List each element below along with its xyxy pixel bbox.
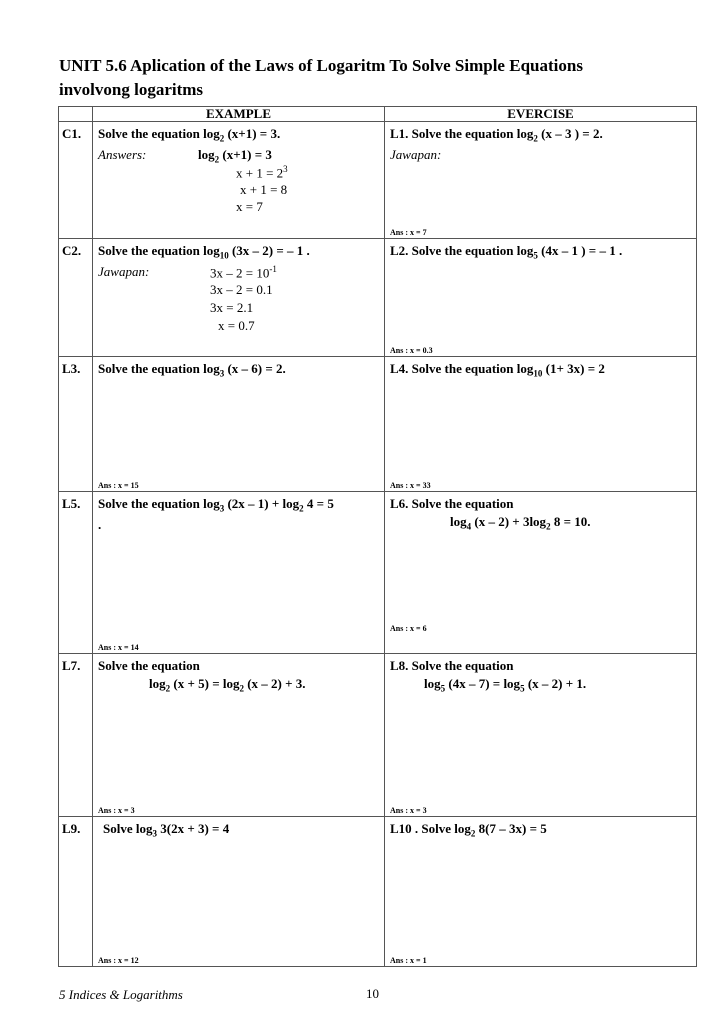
- row-l7: [59, 654, 697, 817]
- exercise-l4: [385, 357, 697, 492]
- step: x + 1 = 8: [240, 181, 288, 197]
- row-label: C2.: [59, 239, 93, 357]
- answer: Ans : x = 12: [98, 956, 139, 965]
- answer: Ans : x = 3: [98, 806, 135, 815]
- step: $\log_2 (x+1) = 3$: [198, 146, 272, 165]
- equation: $\log_5 (4x - 7) = \log_5 (x - 2) + 1$.: [424, 676, 587, 694]
- question: Solve the equation $\log_3 (x - 6) = 2$.: [98, 361, 286, 379]
- question: Solve the equation: [98, 658, 200, 673]
- exercise-l10: [385, 817, 697, 967]
- step: x = 7: [236, 198, 263, 214]
- answer: Ans : x = 3: [390, 806, 427, 815]
- row-label: C1.: [59, 122, 93, 239]
- row-l9: [59, 817, 697, 967]
- period: .: [98, 516, 102, 532]
- answer: Ans : x = 15: [98, 481, 139, 490]
- example-c1: [93, 122, 385, 239]
- question: L10 . Solve $\log_2 8(7 - 3x) = 5$: [390, 821, 547, 839]
- row-label: L5.: [59, 492, 93, 654]
- row-label: L9.: [59, 817, 93, 967]
- jawapan-label: Jawapan:: [98, 263, 150, 279]
- question: L4. Solve the equation $\log_{10} (1+ 3x) = 2$: [390, 361, 605, 379]
- example-header: EXAMPLE: [93, 107, 385, 122]
- step: $3x - 2 = 10^{-1}$: [210, 263, 277, 280]
- answer: Ans : x = 1: [390, 956, 427, 965]
- question: Solve the equation $\log_2 (x+1) = 3$.: [98, 126, 281, 144]
- row-l5: [59, 492, 697, 654]
- header-row: [59, 107, 697, 122]
- question: Solve the equation $\log_3 (2x - 1) + \log_2 4 = 5$: [98, 496, 334, 514]
- answers-label: Answers:: [98, 146, 147, 162]
- question: L1. Solve the equation $\log_2 (x - 3$ ) = 2.: [390, 126, 603, 144]
- question: L8. Solve the equation: [390, 658, 514, 673]
- exercise-header: EVERCISE: [385, 107, 697, 122]
- step: $x + 1 = 2^3$: [236, 163, 288, 180]
- question: L2. Solve the equation $\log_5 (4x - 1$ ) = – 1 .: [390, 243, 623, 261]
- exercise-l2: [385, 239, 697, 357]
- example-c2: [93, 239, 385, 357]
- exercise-l6: [385, 492, 697, 654]
- exercise-l5: [93, 492, 385, 654]
- jawapan-label: Jawapan:: [390, 146, 442, 162]
- question: Solve $\log_3 3(2x + 3) = 4$: [103, 821, 230, 839]
- exercise-l1: [385, 122, 697, 239]
- step: 3x – 2 = 0.1: [210, 281, 273, 297]
- equation: $\log_4 (x - 2) + 3\log_2$ 8 = 10.: [450, 514, 591, 532]
- title-line-2: involvong logaritms: [59, 80, 204, 99]
- answer: Ans : x = 33: [390, 481, 431, 490]
- row-c1: [59, 122, 697, 239]
- page-title: [59, 54, 583, 102]
- exercise-l8: [385, 654, 697, 817]
- question: Solve the equation $\log_{10} (3x - 2)$ = – 1 .: [98, 243, 310, 261]
- row-label: L7.: [59, 654, 93, 817]
- page-number: 10: [366, 986, 379, 1001]
- answer: Ans : x = 6: [390, 624, 427, 633]
- row-l3: [59, 357, 697, 492]
- exercise-l9: [93, 817, 385, 967]
- title-line-1: UNIT 5.6 Aplication of the Laws of Logaritm To Solve Simple Equations: [59, 56, 583, 75]
- answer: Ans : x = 14: [98, 643, 139, 652]
- worksheet-table: [58, 106, 697, 967]
- answer: Ans : x = 7: [390, 228, 427, 237]
- exercise-l7: [93, 654, 385, 817]
- equation: $\log_2 (x + 5) = \log_2 (x - 2) + 3$.: [149, 676, 306, 694]
- step: 3x = 2.1: [210, 299, 254, 315]
- footer-chapter: 5 Indices & Logarithms: [59, 987, 183, 1002]
- exercise-l3: [93, 357, 385, 492]
- row-label: L3.: [59, 357, 93, 492]
- step: x = 0.7: [218, 317, 255, 333]
- row-c2: [59, 239, 697, 357]
- question: L6. Solve the equation: [390, 496, 514, 511]
- answer: Ans : x = 0.3: [390, 346, 433, 355]
